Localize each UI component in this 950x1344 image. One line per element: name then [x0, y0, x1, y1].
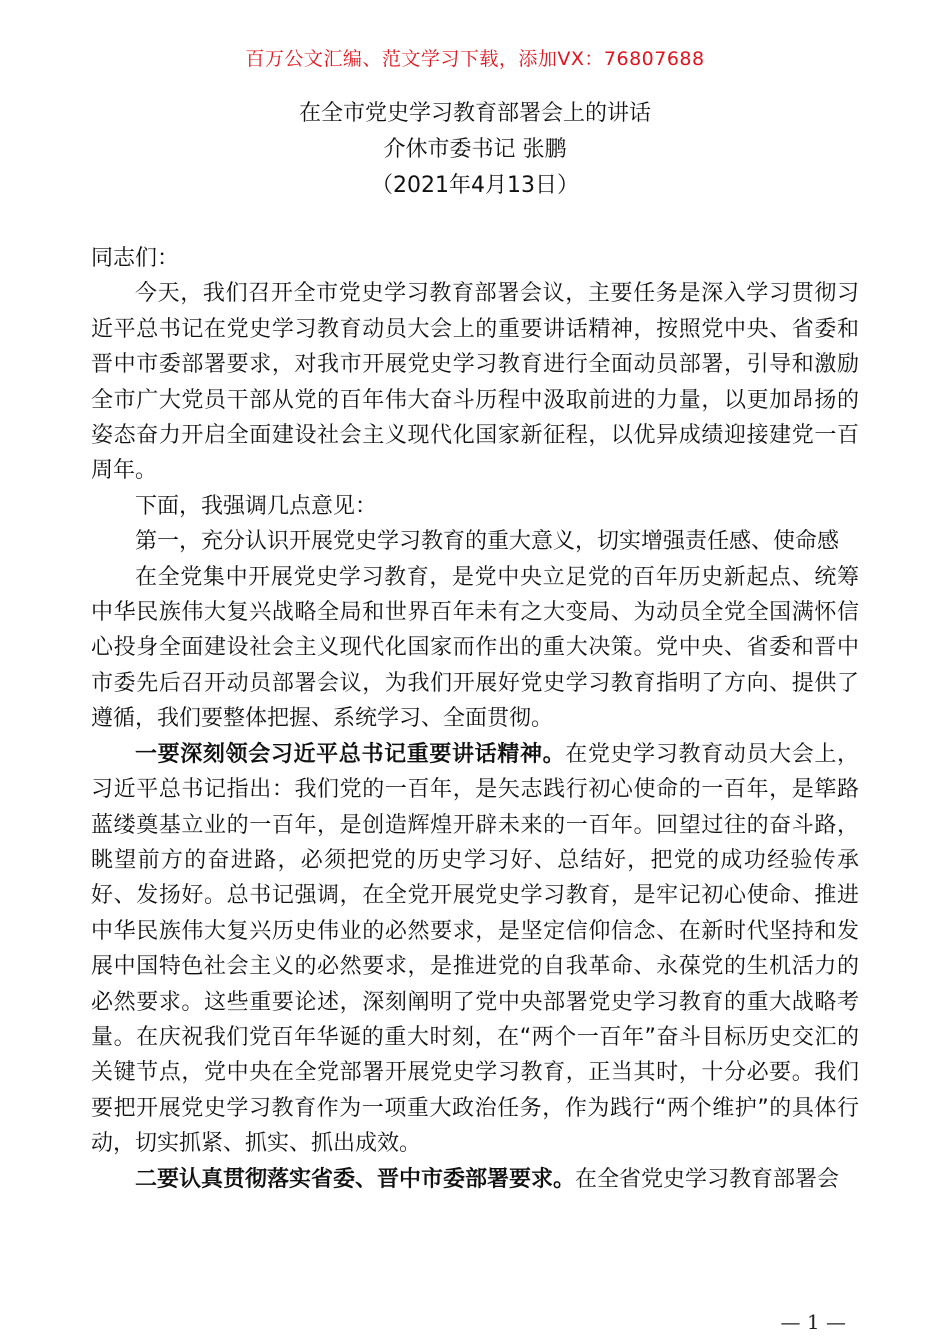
paragraph-text: 在党史学习教育动员大会上，习近平总书记指出：我们党的一百年，是矢志践行初心使命的一百年，是筚路蓝缕奠基立业的一百年，是创造辉煌开辟未来的一百年。回望过往的奋斗路，眺望前方的奋进路，必须把党的历史学习好、总结好，把党的成功经验传承好、发扬好。总书记强调，在全党开展党史学习教育，是牢记初心使命、推进中华民族伟大复兴历史伟业的必然要求，是坚定信仰信念、在新时代坚持和发展中国特色社会主义的必然要求，是推进党的自我革命、永葆党的生机活力的必然要求。这些重要论述，深刻阐明了党中央部署党史学习教育的重大战略考量。在庆祝我们党百年华诞的重大时刻，在“两个一百年”奋斗目标历史交汇的关键节点，党中央在全党部署开展党史学习教育，正当其时，十分必要。我们要把开展党史学习教育作为一项重大政治任务，作为践行“两个维护”的具体行动，切实抓紧、抓实、抓出成效。	[91, 741, 859, 1157]
section-heading: 第一，充分认识开展党史学习教育的重大意义，切实增强责任感、使命感	[135, 529, 840, 555]
paragraph: 今天，我们召开全市党史学习教育部署会议，主要任务是深入学习贯彻习近平总书记在党史学习教育动员大会上的重要讲话精神，按照党中央、省委和晋中市委部署要求，对我市开展党史学习教育进行全面动员部署，引导和激励全市广大党员干部从党的百年伟大奋斗历程中汲取前进的力量，以更加昂扬的姿态奋力开启全面建设社会主义现代化国家新征程，以优异成绩迎接建党一百周年。	[91, 281, 859, 484]
speech-title: 在全市党史学习教育部署会上的讲话	[298, 101, 651, 126]
watermark-banner: 百万公文汇编、范文学习下载，添加VX：76807688	[245, 48, 705, 70]
speech-date: （2021年4月13日）	[371, 173, 579, 198]
speech-author: 介休市委书记 张鹏	[383, 137, 567, 162]
salutation: 同志们：	[91, 246, 180, 271]
paragraph-lead: 二要认真贯彻落实省委、晋中市委部署要求。	[135, 1166, 576, 1192]
page-number: — 1 —	[780, 1310, 846, 1334]
paragraph: 下面，我强调几点意见：	[135, 493, 378, 519]
paragraph: 在全党集中开展党史学习教育，是党中央立足党的百年历史新起点、统筹中华民族伟大复兴战略全局和世界百年未有之大变局、为动员全党全国满怀信心投身全面建设社会主义现代化国家而作出的重大决策。党中央、省委和晋中市委先后召开动员部署会议，为我们开展好党史学习教育指明了方向、提供了遵循，我们要整体把握、系统学习、全面贯彻。	[91, 564, 859, 732]
title-block	[0, 96, 950, 204]
paragraph-lead: 一要深刻领会习近平总书记重要讲话精神。	[135, 741, 566, 767]
document-body	[91, 241, 859, 1197]
paragraph	[91, 737, 859, 1162]
paragraph-text: 在全省党史学习教育部署会	[575, 1166, 840, 1192]
paragraph	[91, 1162, 859, 1197]
